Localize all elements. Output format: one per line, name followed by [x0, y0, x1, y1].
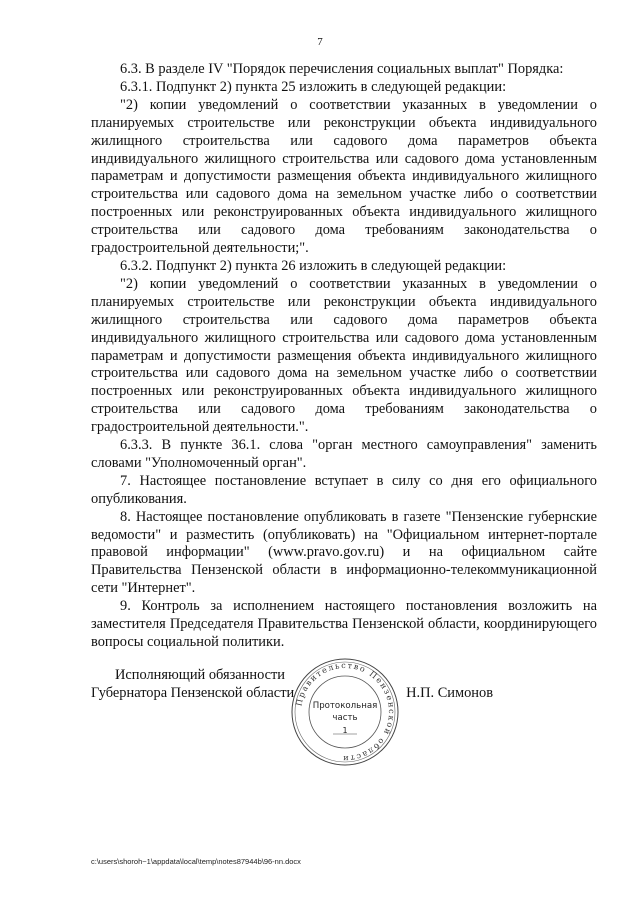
signature-position: Губернатора Пензенской области	[91, 685, 295, 701]
document-body	[91, 61, 597, 652]
seal-inner-subtitle: часть	[332, 713, 358, 723]
paragraph: 6.3. В разделе IV "Порядок перечисления социальных выплат" Порядка:	[120, 61, 564, 77]
page-number: 7	[317, 36, 323, 48]
paragraph: 8. Настоящее постановление опубликовать в газете "Пензенские губернские ведомости" и разместить (опубликовать) на "Официальном интернет-портале правовой информации" (www.pravo.gov.ru) и на официальном сайте Правительства Пензенской области в информационно-телекоммуникационной сети "Интернет".	[91, 508, 597, 597]
seal-ring-text: Правительство Пензенской области	[294, 660, 397, 764]
signatory-name: Н.П. Симонов	[406, 685, 493, 701]
paragraph: 6.3.1. Подпункт 2) пункта 25 изложить в следующей редакции:	[120, 78, 507, 95]
paragraph: 6.3.2. Подпункт 2) пункта 26 изложить в следующей редакции:	[120, 257, 507, 274]
official-seal	[289, 656, 401, 768]
paragraph: "2) копии уведомлений о соответствии указанных в уведомлении о планируемых строительстве или реконструкции объекта индивидуального жилищного строительства или садового дома параметров объекта индивидуального жилищного строительства или садового дома установленным параметрам и допустимости размещения объекта индивидуального жилищного строительства или садового дома на земельном участке либо о соответствии построенных или реконструированных объекта индивидуального жилищного строительства или садового дома требованиям законодательства о градостроительной деятельности;".	[91, 96, 597, 257]
paragraph: "2) копии уведомлений о соответствии указанных в уведомлении о планируемых строительстве или реконструкции объекта индивидуального жилищного строительства или садового дома параметров объекта индивидуального жилищного строительства или садового дома установленным параметрам и допустимости размещения объекта индивидуального жилищного строительства или садового дома на земельном участке либо о соответствии построенных или реконструированных объекта индивидуального жилищного строительства или садового дома требованиям законодательства о градостроительной деятельности.".	[91, 275, 597, 436]
file-path-footer: c:\users\shoroh~1\appdata\local\temp\notes87944b\96-nn.docx	[91, 857, 301, 866]
paragraph: 7. Настоящее постановление вступает в силу со дня его официального опубликования.	[91, 472, 597, 507]
seal-inner-number: 1	[342, 726, 348, 735]
paragraph: 6.3.3. В пункте 36.1. слова "орган местного самоуправления" заменить словами "Уполномоченный орган".	[91, 437, 597, 471]
paragraph: 9. Контроль за исполнением настоящего постановления возложить на заместителя Председателя Правительства Пензенской области, координирующего вопросы социальной политики.	[91, 598, 597, 650]
seal-inner-title: Протокольная	[312, 701, 378, 711]
signature-title-line1: Исполняющий обязанности	[115, 667, 286, 683]
